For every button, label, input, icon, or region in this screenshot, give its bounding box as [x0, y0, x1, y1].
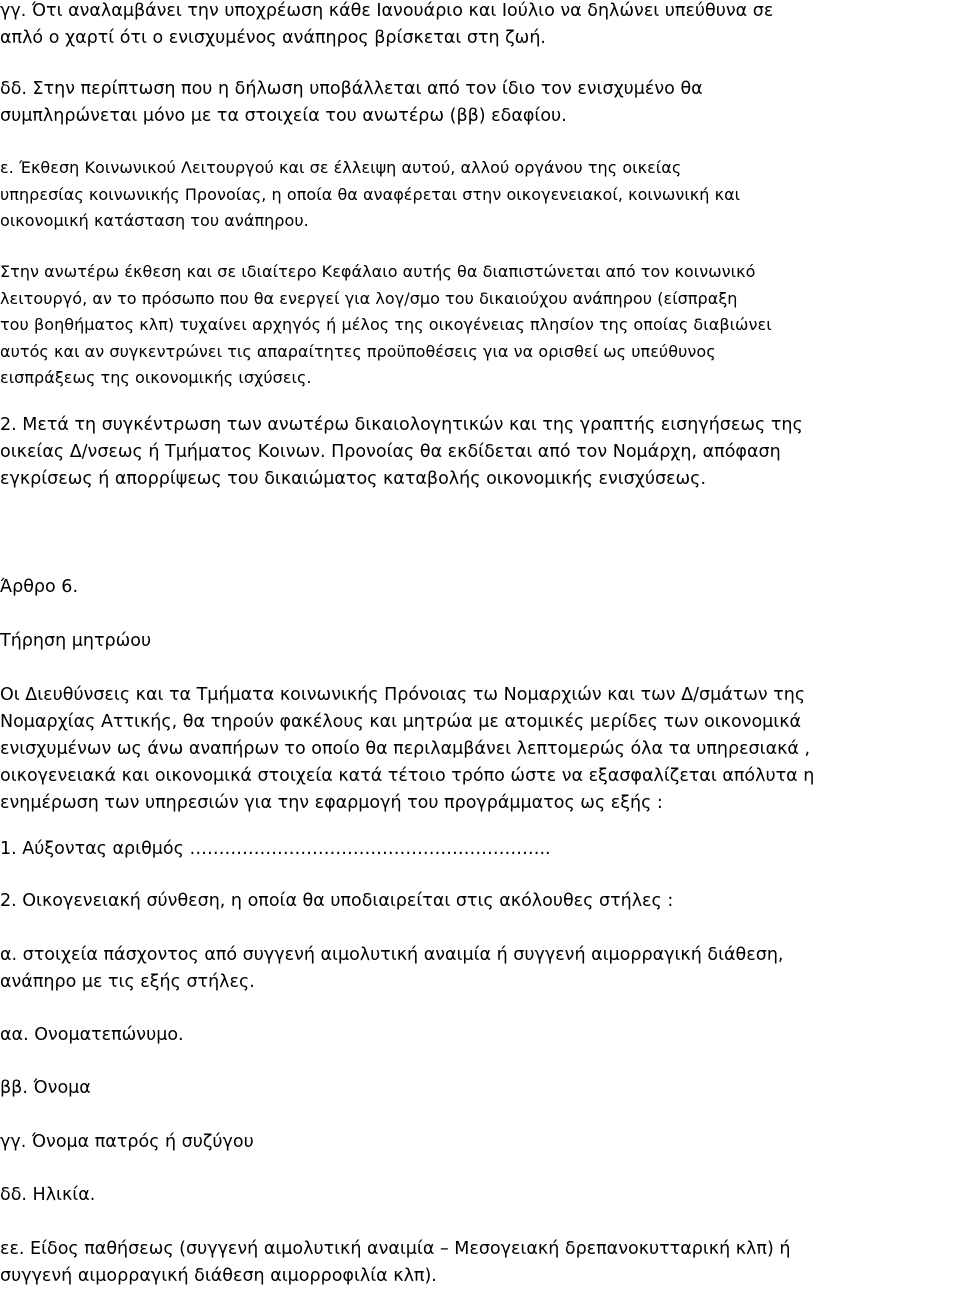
text-line: δδ. Στην περίπτωση που η δήλωση υποβάλλεται από τον ίδιο τον ενισχυμένο θα	[0, 79, 703, 99]
text-line: Νομαρχίας Αττικής, θα τηρούν φακέλους και μητρώα με ατομικές μερίδες των οικονομικά	[0, 712, 802, 732]
text-line: οικείας Δ/νσεως ή Τμήματος Κοινων. Προνοίας θα εκδίδεται από τον Νομάρχη, απόφαση	[0, 442, 781, 462]
text-line: αυτός και αν συγκεντρώνει τις απαραίτητες προϋποθέσεις για να ορισθεί ως υπεύθυνος	[0, 341, 716, 361]
text-line: ανάπηρο με τις εξής στήλες.	[0, 972, 255, 992]
paragraph-2	[0, 412, 960, 493]
article-subtitle: Τήρηση μητρώου	[0, 631, 152, 651]
text-line: οικονομική κατάσταση του ανάπηρου.	[0, 211, 309, 230]
text-line: οικογενειακά και οικονομικά στοιχεία κατά τέτοιο τρόπο ώστε να εξασφαλίζεται απόλυτα η	[0, 766, 815, 786]
list-item-2: 2. Οικογενειακή σύνθεση, η οποία θα υποδιαιρείται στις ακόλουθες στήλες :	[0, 891, 674, 911]
text-line: ενημέρωση των υπηρεσιών για την εφαρμογή του προγράμματος ως εξής :	[0, 793, 663, 813]
text-line: απλό ο χαρτί ότι ο ενισχυμένος ανάπηρος βρίσκεται στη ζωή.	[0, 27, 546, 48]
text-line: εγκρίσεως ή απορρίψεως του δικαιώματος καταβολής οικονομικής ενισχύσεως.	[0, 469, 707, 489]
text-line: ενισχυμένων ως άνω αναπήρων το οποίο θα περιλαμβάνει λεπτομερώς όλα τα υπηρεσιακά ,	[0, 739, 811, 759]
paragraph-dd	[0, 76, 960, 129]
text-line: Οι Διευθύνσεις και τα Τμήματα κοινωνικής Πρόνοιας τω Νομαρχιών και των Δ/σμάτων της	[0, 685, 806, 705]
text-line: α. στοιχεία πάσχοντος από συγγενή αιμολυτική αναιμία ή συγγενή αιμορραγική διάθεση,	[0, 945, 784, 965]
list-item-aa: αα. Ονοματεπώνυμο.	[0, 1025, 184, 1045]
list-item-gg: γγ. Όνομα πατρός ή συζύγου	[0, 1132, 254, 1152]
list-item-1: 1. Αύξοντας αριθμός ……………………………………………………..	[0, 839, 551, 859]
text-line: 2. Μετά τη συγκέντρωση των ανωτέρω δικαιολογητικών και της γραπτής εισηγήσεως της	[0, 415, 803, 435]
text-line: ε. Έκθεση Κοινωνικού Λειτουργού και σε έλλειψη αυτού, αλλού οργάνου της οικείας	[0, 158, 682, 177]
text-line: υπηρεσίας κοινωνικής Προνοίας, η οποία θα αναφέρεται στην οικογενειακοί, κοινωνική και	[0, 184, 741, 204]
text-line: λειτουργό, αν το πρόσωπο που θα ενεργεί για λογ/σμο του δικαιούχου ανάπηρου (είσπραξη	[0, 288, 738, 308]
text-line: εισπράξεως της οικονομικής ισχύσεις.	[0, 368, 312, 387]
list-item-a	[0, 942, 960, 996]
text-line: εε. Είδος παθήσεως (συγγενή αιμολυτική αναιμία – Μεσογειακή δρεπανοκυτταρική κλπ) ή	[0, 1239, 791, 1259]
text-line: Στην ανωτέρω έκθεση και σε ιδιαίτερο Κεφάλαιο αυτής θα διαπιστώνεται από τον κοινωνικό	[0, 262, 756, 281]
list-item-dd: δδ. Ηλικία.	[0, 1185, 96, 1205]
list-item-bb: ββ. Όνομα	[0, 1078, 91, 1098]
paragraph-report	[0, 259, 960, 392]
article-heading: Άρθρο 6.	[0, 577, 79, 597]
paragraph-e	[0, 155, 960, 235]
list-item-ee	[0, 1236, 960, 1290]
text-line: συμπληρώνεται μόνο με τα στοιχεία του ανωτέρω (ββ) εδαφίου.	[0, 105, 567, 126]
text-line: γγ. Ότι αναλαμβάνει την υποχρέωση κάθε Ιανουάριο και Ιούλιο να δηλώνει υπεύθυνα σε	[0, 1, 774, 21]
text-line: συγγενή αιμορραγική διάθεση αιμορροφιλία κλπ).	[0, 1266, 437, 1286]
paragraph-gg	[0, 0, 960, 51]
text-line: του βοηθήματος κλπ) τυχαίνει αρχηγός ή μέλος της οικογένειας πλησίον της οποίας διαβιώνει	[0, 315, 772, 334]
paragraph-directorates	[0, 682, 960, 817]
